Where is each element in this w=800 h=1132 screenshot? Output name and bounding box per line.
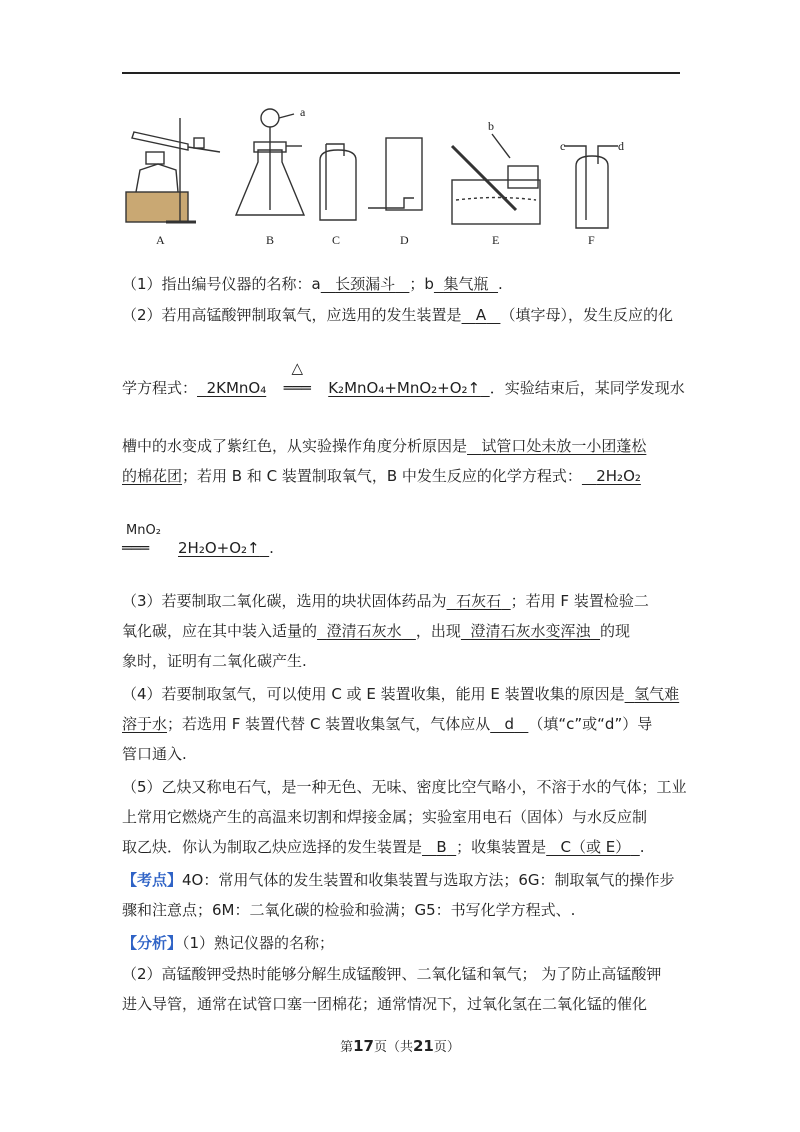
q4-line1: （4）若要制取氢气，可以使用 C 或 E 装置收集，能用 E 装置收集的原因是 氢气难 [122, 685, 680, 703]
apparatus-figure [118, 100, 638, 250]
header-rule [122, 72, 680, 74]
page-footer: 第17页（共21页） [340, 1037, 460, 1055]
q1-answer-b: 集气瓶 [443, 275, 489, 293]
label-b: B [266, 233, 275, 247]
q4-answer-reason: 氢气难 [634, 685, 680, 703]
apparatus-b [236, 109, 304, 215]
q3-line3: 象时，证明有二氧化碳产生. [122, 652, 307, 670]
label-d: D [400, 233, 409, 247]
q3-answer-phenomenon: 澄清石灰水变浑浊 [470, 622, 591, 640]
label-f: F [588, 233, 595, 247]
callout-d: d [618, 139, 624, 153]
callout-c: c [560, 139, 566, 153]
q2-equation: 2KMnO₄ △ ═══ K₂MnO₄+MnO₂+O₂↑ [206, 359, 481, 397]
apparatus-d [368, 138, 422, 210]
q5-line2: 上常用它燃烧产生的高温来切割和焊接金属；实验室用电石（固体）与水反应制 [122, 808, 648, 826]
page-total: 21 [413, 1037, 434, 1055]
q2-answer-reason-cont: 的棉花团 [122, 467, 183, 485]
label-e: E [492, 233, 500, 247]
q2-answer-reason: 试管口处未放一小团蓬松 [481, 437, 647, 455]
apparatus-a [126, 118, 220, 222]
q4-line2: 溶于水；若选用 F 装置代替 C 装置收集氢气，气体应从 d （填“c”或“d”）导 [122, 715, 653, 733]
q2-answer-eq2: 2H₂O₂ [596, 467, 641, 485]
q4-line3: 管口通入. [122, 745, 187, 763]
fenxi-line1: 【分析】（1）熟记仪器的名称； [122, 934, 335, 952]
q4-answer-port: d [504, 715, 515, 733]
q2-equation-line: 学方程式： 2KMnO₄ △ ═══ K₂MnO₄+MnO₂+O₂↑ ．实验结束后，某同学发现水 [122, 359, 685, 397]
q2-line3: 槽中的水变成了紫红色，从实验操作角度分析原因是 试管口处未放一小团蓬松 [122, 437, 647, 455]
page-number: 17 [353, 1037, 374, 1055]
fenxi-tag: 【分析】 [122, 934, 183, 952]
q3-line2: 氧化碳，应在其中装入适量的 澄清石灰水 ，出现 澄清石灰水变浑浊 的现 [122, 622, 631, 640]
q5-answer-generator: B [436, 838, 447, 856]
q2-line4: 的棉花团；若用 B 和 C 装置制取氧气，B 中发生反应的化学方程式： 2H₂O₂ [122, 467, 641, 485]
q5-line1: （5）乙炔又称电石气，是一种无色、无味、密度比空气略小，不溶于水的气体；工业 [122, 778, 687, 796]
q2-equation2: MnO₂ ═══ 2H₂O+O₂↑ [122, 523, 260, 557]
fenxi-line3: 进入导管，通常在试管口塞一团棉花；通常情况下，过氧化氢在二氧化锰的催化 [122, 995, 648, 1013]
callout-a: a [300, 105, 306, 119]
q2-answer-device: A [475, 306, 487, 324]
q1-mid: ；b [409, 275, 434, 293]
q5-answer-collector: C（或 E） [560, 838, 631, 856]
fenxi-line2: （2）高锰酸钾受热时能够分解生成锰酸钾、二氧化锰和氧气； 为了防止高锰酸钾 [122, 965, 662, 983]
label-c: C [332, 233, 341, 247]
kaodian-line1: 【考点】4O：常用气体的发生装置和收集装置与选取方法；6G：制取氧气的操作步 [122, 871, 675, 889]
apparatus-f [564, 146, 618, 228]
callout-b: b [488, 119, 494, 133]
q3-answer-reagent: 澄清石灰水 [326, 622, 402, 640]
q4-answer-reason-cont: 溶于水 [122, 715, 168, 733]
q2-line1: （2）若用高锰酸钾制取氧气，应选用的发生装置是 A （填字母），发生反应的化 [122, 306, 673, 324]
apparatus-e [452, 134, 540, 224]
kaodian-tag: 【考点】 [122, 871, 183, 889]
q1-line: （1）指出编号仪器的名称：a 长颈漏斗 ；b 集气瓶 . [122, 275, 503, 293]
kaodian-line2: 骤和注意点；6M：二氧化碳的检验和验满；G5：书写化学方程式、. [122, 901, 576, 919]
q2-equation2-line: MnO₂ ═══ 2H₂O+O₂↑ . [122, 523, 274, 557]
q1-prefix: （1）指出编号仪器的名称：a [122, 275, 321, 293]
q1-answer-a: 长颈漏斗 [335, 275, 396, 293]
q3-answer-solid: 石灰石 [456, 592, 502, 610]
label-a: A [156, 233, 165, 247]
apparatus-c [320, 144, 356, 220]
q5-line3: 取乙炔．你认为制取乙炔应选择的发生装置是 B ；收集装置是 C（或 E） . [122, 838, 645, 856]
q3-line1: （3）若要制取二氧化碳，选用的块状固体药品为 石灰石 ；若用 F 装置检验二 [122, 592, 649, 610]
